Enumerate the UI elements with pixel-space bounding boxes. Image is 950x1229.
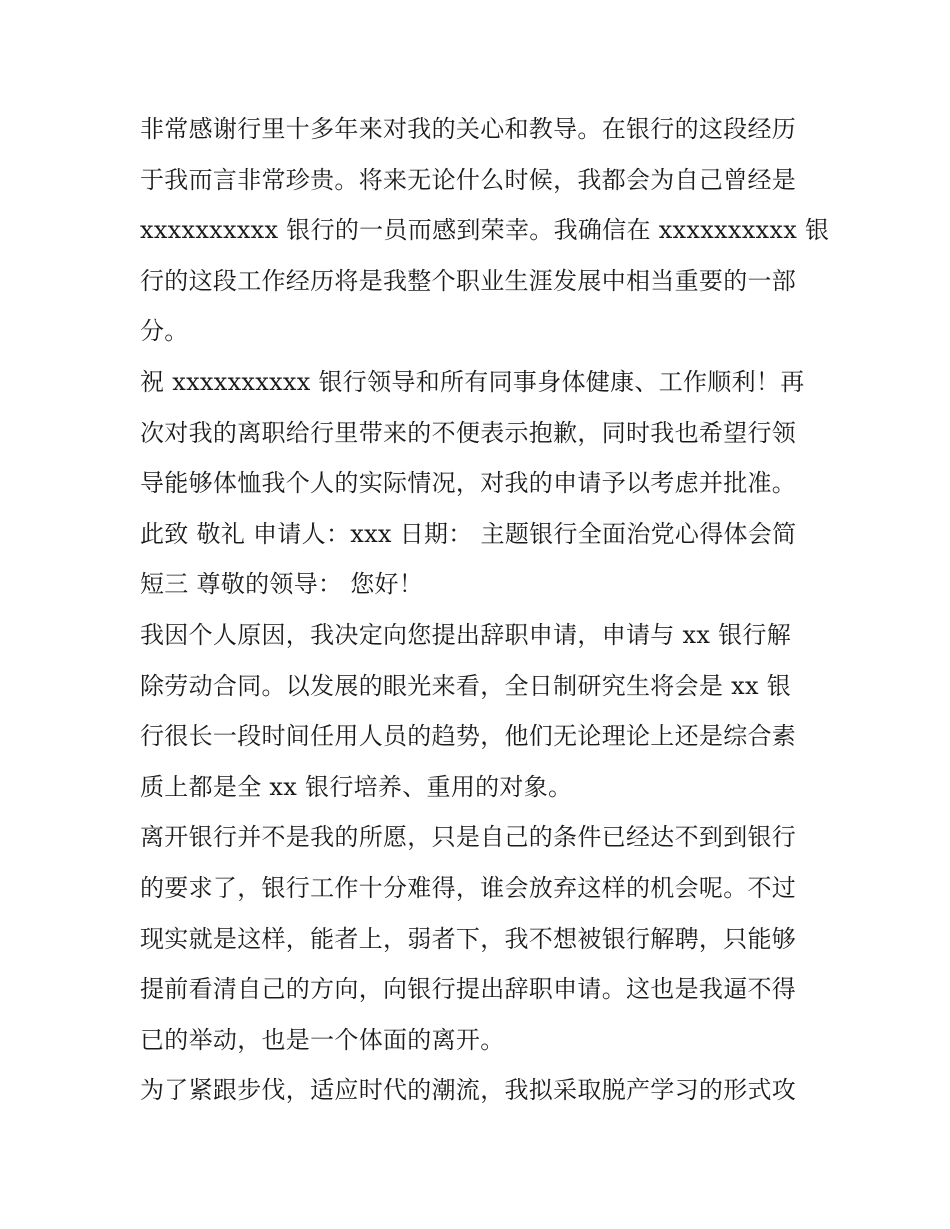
document-body — [140, 104, 830, 1116]
text-line: 分。 — [140, 317, 189, 346]
text-line: 于我而言非常珍贵。将来无论什么时候，我都会为自己曾经是 — [140, 165, 797, 194]
text-line: 短三 尊敬的领导： 您好！ — [140, 570, 424, 599]
text-line: 除劳动合同。以发展的眼光来看，全日制研究生将会是 xx 银 — [140, 671, 792, 700]
text-line: 行很长一段时间任用人员的趋势，他们无论理论上还是综合素 — [140, 722, 797, 751]
text-line: 此致 敬礼 申请人：xxx 日期： 主题银行全面治党心得体会简 — [140, 519, 797, 548]
text-line: 现实就是这样，能者上，弱者下，我不想被银行解聘，只能够 — [140, 924, 797, 953]
text-line: 离开银行并不是我的所愿，只是自己的条件已经达不到到银行 — [140, 823, 797, 852]
text-line: 的要求了，银行工作十分难得，谁会放弃这样的机会呢。不过 — [140, 873, 797, 902]
text-line: 导能够体恤我个人的实际情况，对我的申请予以考虑并批准。 — [140, 469, 797, 498]
text-line: 质上都是全 xx 银行培养、重用的对象。 — [140, 772, 573, 801]
text-line: 已的举动，也是一个体面的离开。 — [140, 1025, 505, 1054]
text-line: 行的这段工作经历将是我整个职业生涯发展中相当重要的一部 — [140, 266, 797, 295]
text-line: 我因个人原因，我决定向您提出辞职申请，申请与 xx 银行解 — [140, 620, 792, 649]
text-line: 为了紧跟步伐，适应时代的潮流，我拟采取脱产学习的形式攻 — [140, 1076, 797, 1105]
text-line: 提前看清自己的方向，向银行提出辞职申请。这也是我逼不得 — [140, 975, 797, 1004]
text-line: xxxxxxxxxx 银行的一员而感到荣幸。我确信在 xxxxxxxxxx 银 — [140, 216, 830, 245]
text-line: 非常感谢行里十多年来对我的关心和教导。在银行的这段经历 — [140, 115, 797, 143]
text-line: 祝 xxxxxxxxxx 银行领导和所有同事身体健康、工作顺利！再 — [140, 367, 805, 396]
text-line: 次对我的离职给行里带来的不便表示抱歉，同时我也希望行领 — [140, 418, 797, 447]
